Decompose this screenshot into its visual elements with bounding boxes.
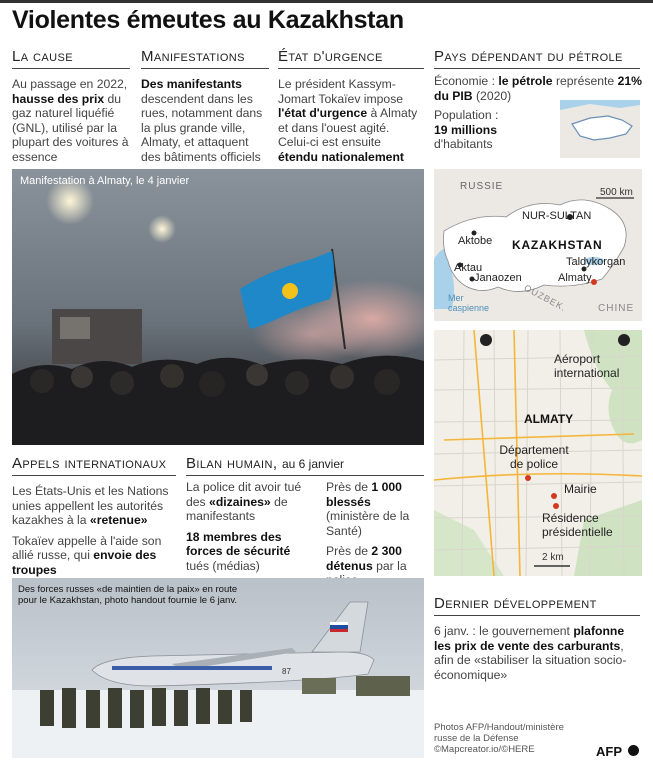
petrole-economy: Économie : le pétrole représente 21% du PIB (2020) <box>434 74 642 103</box>
label-almaty-city: ALMATY <box>524 412 574 426</box>
credit-photos-1: Photos AFP/Handout/ministère <box>434 722 564 733</box>
label-nur-sultan: NUR-SULTAN <box>522 210 592 222</box>
section-title-bilan: Bilan humain, au 6 janvier <box>186 455 424 476</box>
label-caspian: Mer caspienne <box>448 293 490 313</box>
label-aktobe: Aktobe <box>458 235 493 247</box>
label-almaty: Almaty <box>558 272 592 284</box>
manif-text: descendent dans les rues, notamment dans la plus grande ville, Almaty, et attaquent des bâtiments officiels <box>141 91 263 164</box>
label-china: CHINE <box>598 303 635 314</box>
section-title-petrole: Pays dépendant du pétrole <box>434 48 640 69</box>
label-aktau: Aktau <box>454 262 483 274</box>
truck-2 <box>356 676 410 696</box>
locator-map <box>560 100 640 158</box>
label-russia: RUSSIE <box>460 181 504 192</box>
urgence-text: Le président Kassym-Jomart Tokaïev impose <box>278 77 404 106</box>
afp-logo: AFP <box>596 744 622 759</box>
photo-russian-troops <box>12 578 424 758</box>
credits <box>434 722 594 755</box>
plane-number: 87 <box>282 667 291 676</box>
section-urgence <box>278 48 424 164</box>
crowd <box>12 356 424 445</box>
credit-maps: ©Mapcreator.io/©HERE <box>434 744 535 755</box>
section-title-manifestations: Manifestations <box>141 48 269 69</box>
map-almaty <box>434 330 642 576</box>
truck-1 <box>302 678 336 694</box>
bilan-right: Près de 1 000 blessés (ministère de la Santé) Près de 2 300 détenus par la <box>326 480 410 573</box>
cause-text: Au passage en 2022, <box>12 77 128 91</box>
section-manifestations <box>141 48 269 164</box>
top-rule <box>0 0 653 3</box>
section-bilan <box>186 455 424 476</box>
cause-highlight: hausse des prix <box>12 91 105 106</box>
airport-icon-2 <box>618 334 630 346</box>
label-residence: Résidence présidentielle <box>542 511 613 539</box>
label-uzbek: OUZBEK. <box>522 282 569 314</box>
section-title-cause: La cause <box>12 48 130 69</box>
section-appels: Appels internationaux Les États-Unis et les Nations unies appellent les autorités kazakhes à la «retenue» Tokaïev appelle à l'aide son allié russe, qui envoie des troupes <box>12 455 176 577</box>
map-kazakhstan <box>434 169 642 321</box>
label-taldykorgan: Taldykorgan <box>566 256 626 268</box>
label-scale-500km: 500 km <box>600 187 633 198</box>
label-airport: Aéroport international <box>554 352 620 380</box>
section-petrole <box>434 48 640 69</box>
section-dernier: Dernier développement 6 janv. : le gouvernement plafonne les prix de vente des carburants, afin de «stabiliser la situation socio-économique» <box>434 595 640 682</box>
credit-photos-2: russe de la Défense <box>434 733 519 744</box>
section-title-urgence: État d'urgence <box>278 48 424 69</box>
police-dot <box>525 475 531 481</box>
section-cause <box>12 48 130 164</box>
label-mairie: Mairie <box>564 482 597 496</box>
mairie-dot <box>551 493 557 499</box>
label-police: Département de police <box>499 443 569 471</box>
urgence-highlight: l'état d'urgence <box>278 106 368 120</box>
photo-troops-caption: Des forces russes «de maintien de la paix» en route pour le Kazakhstan, photo handout fournie le 6 janv. <box>18 584 238 606</box>
petrole-population: Population : 19 millions d'habitants <box>434 108 499 151</box>
label-scale-2km: 2 km <box>542 552 564 563</box>
protest-scene <box>12 169 424 445</box>
section-title-appels: Appels internationaux <box>12 455 176 476</box>
urgence-highlight-2: étendu nationalement <box>278 149 404 164</box>
label-kazakhstan: KAZAKHSTAN <box>512 238 603 252</box>
bilan-left: La police dit avoir tué des «dizaines» de manifestants 18 membres des forces de sécurité tués (médias) <box>186 480 302 573</box>
airport-icon-1 <box>480 334 492 346</box>
residence-dot <box>553 503 559 509</box>
photo-protest <box>12 169 424 445</box>
page-title: Violentes émeutes au Kazakhstan <box>12 6 404 34</box>
section-title-dernier: Dernier développement <box>434 595 640 616</box>
afp-logo-mark <box>628 745 639 756</box>
photo-protest-caption: Manifestation à Almaty, le 4 janvier <box>20 175 190 187</box>
park-area <box>584 330 642 443</box>
urgence-text-2: à Almaty et dans l'ouest agité. Celui-ci est ensuite <box>278 106 418 149</box>
manif-highlight: Des manifestants <box>141 77 242 91</box>
cause-text-2: du gaz naturel liquéfié (GNL), utilisé par la plupart des voitures à essence <box>12 91 129 164</box>
label-janaozen: Janaozen <box>474 272 522 284</box>
